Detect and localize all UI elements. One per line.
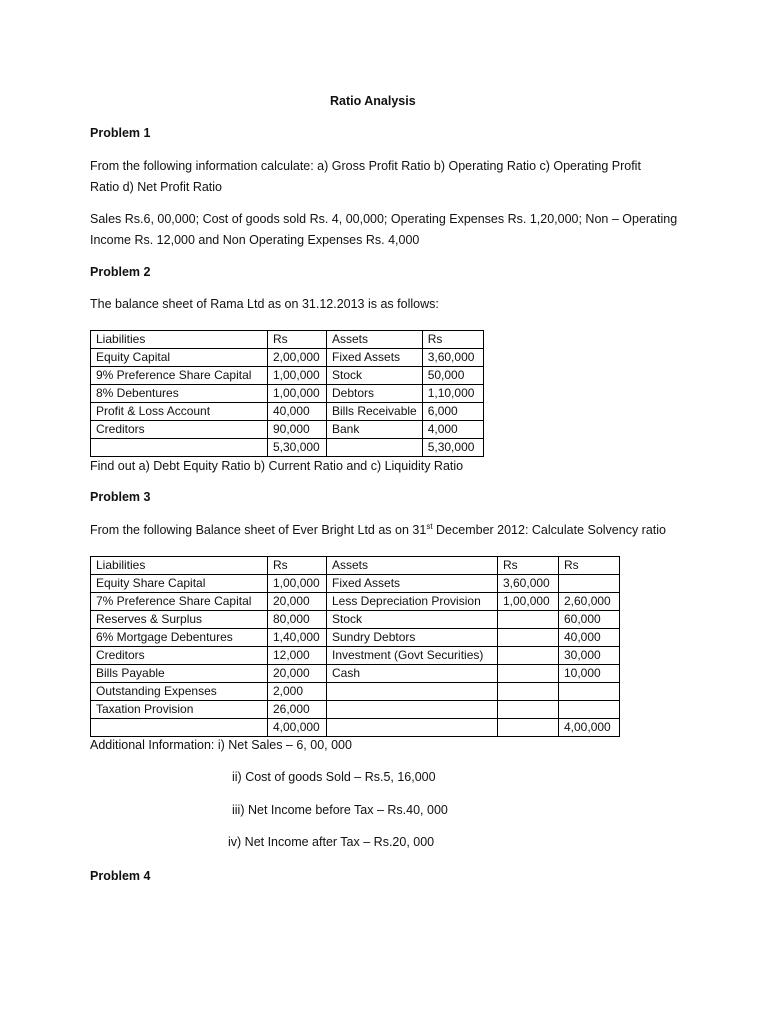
additional-info-2: ii) Cost of goods Sold – Rs.5, 16,000 [232, 770, 436, 784]
table-header-cell: Assets [327, 557, 498, 575]
table-header-cell: Liabilities [91, 331, 268, 349]
table-cell: 10,000 [559, 665, 620, 683]
table-cell: Creditors [91, 421, 268, 439]
table-cell [327, 439, 423, 457]
problem-1-data-line-2: Income Rs. 12,000 and Non Operating Expenses Rs. 4,000 [90, 233, 420, 247]
table-row [91, 403, 484, 421]
table-cell: 2,00,000 [268, 349, 327, 367]
table-cell: 6,000 [422, 403, 483, 421]
table-row [91, 385, 484, 403]
problem-3-intro [90, 523, 666, 537]
table-cell: Creditors [91, 647, 268, 665]
table-cell: 5,30,000 [268, 439, 327, 457]
table-cell [91, 439, 268, 457]
table-cell: 1,00,000 [268, 575, 327, 593]
table-cell: Outstanding Expenses [91, 683, 268, 701]
additional-info-4: iv) Net Income after Tax – Rs.20, 000 [228, 835, 435, 849]
table-row [91, 575, 620, 593]
problem-2-balance-sheet-table [90, 330, 484, 457]
problem-1-data-line-1: Sales Rs.6, 00,000; Cost of goods sold Rs. 4, 00,000; Operating Expenses Rs. 1,20,000; Non – Operating [90, 212, 678, 226]
table-header-cell: Rs [422, 331, 483, 349]
table-cell: 3,60,000 [498, 575, 559, 593]
table-row [91, 349, 484, 367]
table-cell [498, 647, 559, 665]
table-cell: 4,00,000 [268, 719, 327, 737]
table-cell: 4,00,000 [559, 719, 620, 737]
table-cell: 1,00,000 [268, 367, 327, 385]
table-row [91, 629, 620, 647]
problem-1-question-line-2: Ratio d) Net Profit Ratio [90, 180, 222, 194]
table-cell [559, 683, 620, 701]
table-header-cell: Rs [268, 557, 327, 575]
table-cell: 7% Preference Share Capital [91, 593, 268, 611]
problem-3-intro-sup: st [426, 522, 433, 531]
table-total-row [91, 719, 620, 737]
table-cell [559, 701, 620, 719]
table-cell: Equity Capital [91, 349, 268, 367]
table-cell [498, 665, 559, 683]
table-total-row [91, 439, 484, 457]
table-cell: 6% Mortgage Debentures [91, 629, 268, 647]
table-cell: 1,10,000 [422, 385, 483, 403]
table-cell: Fixed Assets [327, 575, 498, 593]
table-cell: Bank [327, 421, 423, 439]
table-row [91, 683, 620, 701]
table-cell: 5,30,000 [422, 439, 483, 457]
table-cell [327, 719, 498, 737]
table-cell: Stock [327, 611, 498, 629]
table-cell [498, 611, 559, 629]
problem-2-intro: The balance sheet of Rama Ltd as on 31.12.2013 is as follows: [90, 297, 439, 311]
table-header-row [91, 331, 484, 349]
table-header-cell: Assets [327, 331, 423, 349]
table-cell [498, 683, 559, 701]
table-cell: 80,000 [268, 611, 327, 629]
table-cell: Fixed Assets [327, 349, 423, 367]
table-header-cell: Rs [498, 557, 559, 575]
problem-3-intro-before: From the following Balance sheet of Ever Bright Ltd as on 31 [90, 523, 427, 537]
table-cell: 12,000 [268, 647, 327, 665]
table-cell [559, 575, 620, 593]
table-cell: Investment (Govt Securities) [327, 647, 498, 665]
table-cell: 2,60,000 [559, 593, 620, 611]
table-cell: 9% Preference Share Capital [91, 367, 268, 385]
problem-3-intro-after: December 2012: Calculate Solvency ratio [432, 523, 667, 537]
table-row [91, 421, 484, 439]
table-row [91, 593, 620, 611]
table-cell: 30,000 [559, 647, 620, 665]
table-cell: 4,000 [422, 421, 483, 439]
table-header-cell: Liabilities [91, 557, 268, 575]
table-row [91, 701, 620, 719]
table-cell [498, 701, 559, 719]
table-cell: Bills Payable [91, 665, 268, 683]
table-cell: Taxation Provision [91, 701, 268, 719]
table-cell: 3,60,000 [422, 349, 483, 367]
table-cell: Bills Receivable [327, 403, 423, 421]
table-row [91, 611, 620, 629]
table-cell [91, 719, 268, 737]
table-cell: 1,00,000 [268, 385, 327, 403]
table-cell: 40,000 [268, 403, 327, 421]
table-cell [498, 629, 559, 647]
table-cell [498, 719, 559, 737]
table-cell: Less Depreciation Provision [327, 593, 498, 611]
problem-1-question-line-1: From the following information calculate: a) Gross Profit Ratio b) Operating Ratio c) Operating Profit [90, 159, 641, 173]
additional-info-3: iii) Net Income before Tax – Rs.40, 000 [232, 803, 448, 817]
table-header-row [91, 557, 620, 575]
problem-3-balance-sheet-table [90, 556, 620, 737]
table-row [91, 665, 620, 683]
table-cell: 50,000 [422, 367, 483, 385]
additional-info-1: Additional Information: i) Net Sales – 6, 00, 000 [90, 738, 352, 752]
problem-4-heading: Problem 4 [90, 869, 151, 883]
table-cell: 20,000 [268, 665, 327, 683]
table-cell: Cash [327, 665, 498, 683]
table-cell: Stock [327, 367, 423, 385]
table-cell: 26,000 [268, 701, 327, 719]
table-cell: 1,40,000 [268, 629, 327, 647]
problem-3-heading: Problem 3 [90, 490, 151, 504]
table-cell: 1,00,000 [498, 593, 559, 611]
table-row [91, 367, 484, 385]
problem-2-question: Find out a) Debt Equity Ratio b) Current Ratio and c) Liquidity Ratio [90, 459, 464, 473]
problem-1-heading: Problem 1 [90, 126, 151, 140]
problem-2-heading: Problem 2 [90, 265, 151, 279]
table-header-cell: Rs [559, 557, 620, 575]
table-cell: Sundry Debtors [327, 629, 498, 647]
table-cell: Equity Share Capital [91, 575, 268, 593]
table-cell: 8% Debentures [91, 385, 268, 403]
table-cell: 40,000 [559, 629, 620, 647]
table-cell: Reserves & Surplus [91, 611, 268, 629]
table-cell [327, 683, 498, 701]
table-header-cell: Rs [268, 331, 327, 349]
page-title: Ratio Analysis [330, 94, 416, 108]
table-cell: 90,000 [268, 421, 327, 439]
table-cell: 60,000 [559, 611, 620, 629]
table-cell: 20,000 [268, 593, 327, 611]
table-cell [327, 701, 498, 719]
table-cell: Debtors [327, 385, 423, 403]
table-row [91, 647, 620, 665]
table-cell: 2,000 [268, 683, 327, 701]
table-cell: Profit & Loss Account [91, 403, 268, 421]
